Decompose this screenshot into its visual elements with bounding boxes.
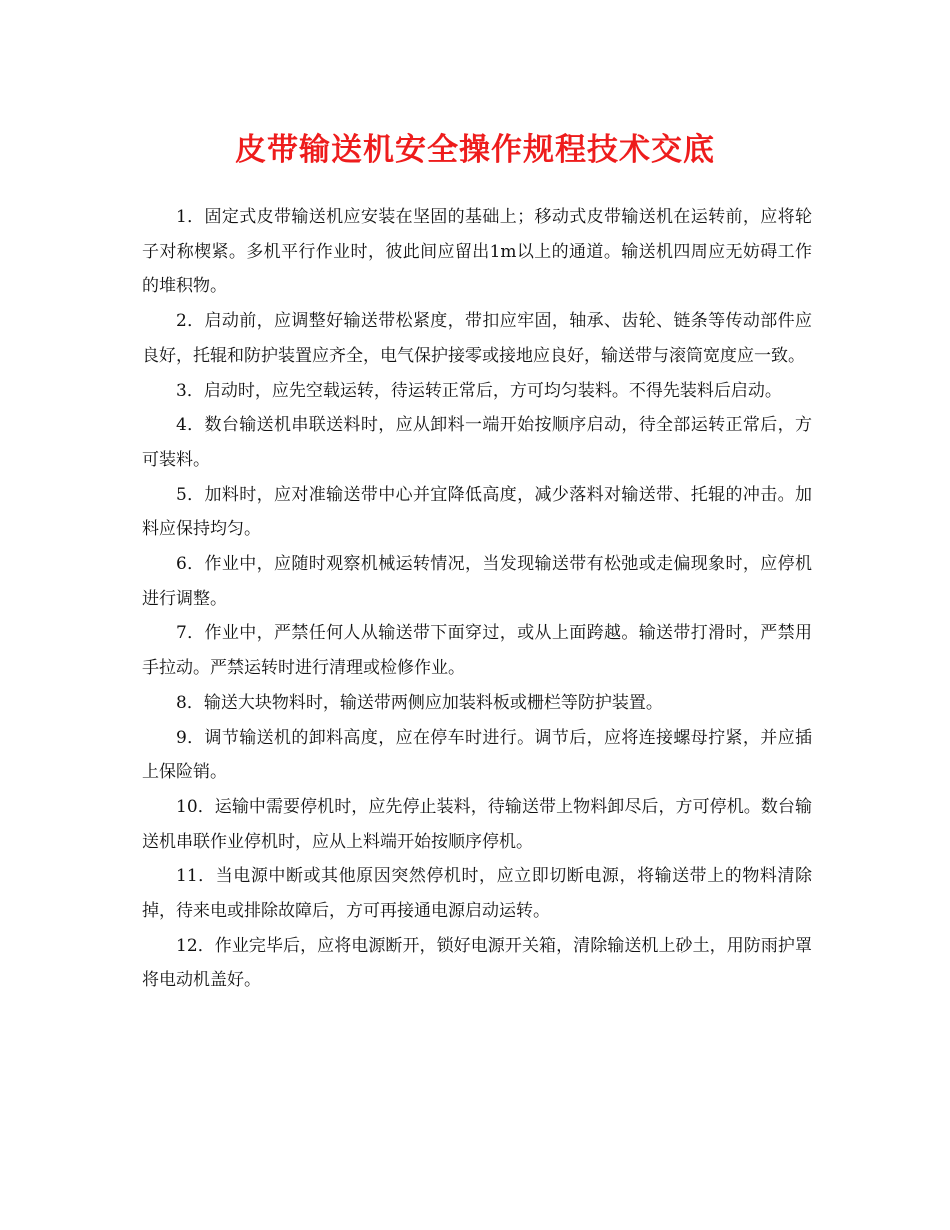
paragraph-5: 5．加料时，应对准输送带中心并宜降低高度，减少落料对输送带、托辊的冲击。加料应保持均匀。 (142, 484, 812, 540)
paragraph-7: 7．作业中，严禁任何人从输送带下面穿过，或从上面跨越。输送带打滑时，严禁用手拉动。严禁运转时进行清理或检修作业。 (142, 623, 812, 679)
paragraph-2: 2．启动前，应调整好输送带松紧度，带扣应牢固，轴承、齿轮、链条等传动部件应良好，托辊和防护装置应齐全，电气保护接零或接地应良好，输送带与滚筒宽度应一致。 (142, 311, 812, 366)
document-body (142, 200, 812, 998)
paragraph-11: 11．当电源中断或其他原因突然停机时，应立即切断电源，将输送带上的物料清除掉，待来电或排除故障后，方可再接通电源启动运转。 (142, 866, 812, 922)
paragraph-8: 8．输送大块物料时，输送带两侧应加装料板或栅栏等防护装置。 (176, 692, 663, 713)
document-title: 皮带输送机安全操作规程技术交底 (235, 132, 715, 168)
paragraph-1: 1．固定式皮带输送机应安装在坚固的基础上；移动式皮带输送机在运转前，应将轮子对称楔紧。多机平行作业时，彼此间应留出1m以上的通道。输送机四周应无妨碍工作的堆积物。 (142, 207, 812, 297)
paragraph-12: 12．作业完毕后，应将电源断开，锁好电源开关箱，清除输送机上砂土，用防雨护罩将电动机盖好。 (142, 935, 812, 991)
paragraph-10: 10．运输中需要停机时，应先停止装料，待输送带上物料卸尽后，方可停机。数台输送机串联作业停机时，应从上料端开始按顺序停机。 (142, 796, 812, 852)
paragraph-9: 9．调节输送机的卸料高度，应在停车时进行。调节后，应将连接螺母拧紧，并应插上保险销。 (142, 727, 812, 783)
paragraph-3: 3．启动时，应先空载运转，待运转正常后，方可均匀装料。不得先装料后启动。 (176, 380, 782, 401)
paragraph-6: 6．作业中，应随时观察机械运转情况，当发现输送带有松弛或走偏现象时，应停机进行调整。 (142, 554, 812, 609)
paragraph-4: 4．数台输送机串联送料时，应从卸料一端开始按顺序启动，待全部运转正常后，方可装料。 (142, 415, 812, 470)
